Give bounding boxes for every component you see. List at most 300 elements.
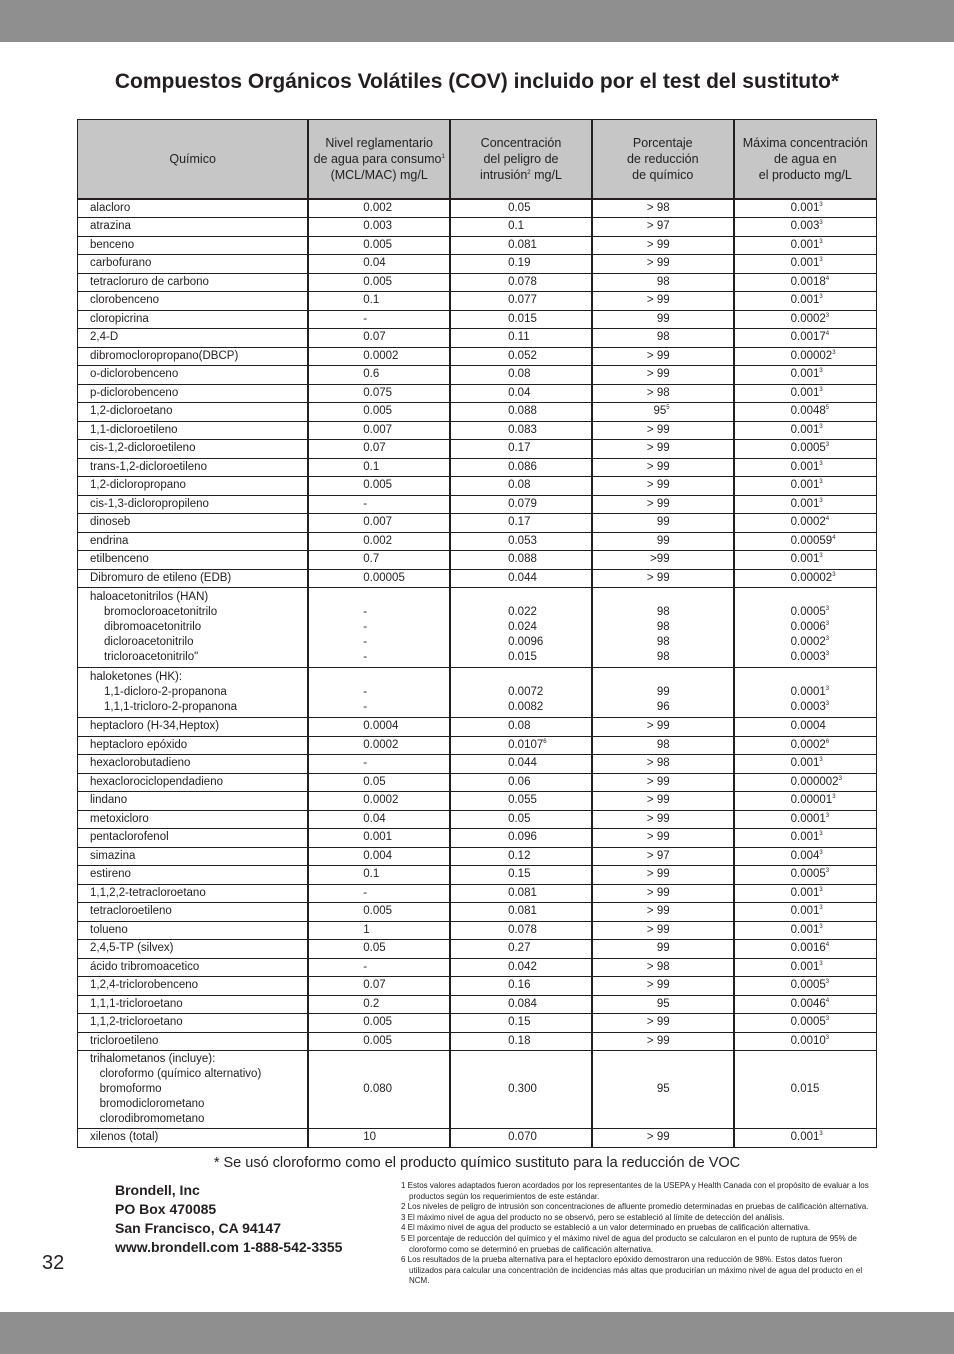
cell-reduction-value: > 99: [646, 497, 670, 510]
cell-concentration: [450, 736, 592, 755]
cell-mcl: [308, 347, 450, 366]
cell-max: [734, 236, 877, 255]
cell-chemical: [78, 903, 309, 922]
cell-reduction-value: > 99: [646, 571, 670, 584]
cell-reduction-value: > 99: [646, 905, 670, 918]
cell-max: [734, 736, 877, 755]
cell-reduction: [592, 384, 734, 403]
top-band: [0, 0, 954, 42]
cell-max: [734, 718, 877, 737]
cell-max-value: 0.0010: [790, 1034, 826, 1047]
cell-concentration: [450, 718, 592, 737]
substitute-note: * Se usó cloroformo como el producto químico sustituto para la reducción de VOC: [213, 1155, 741, 1171]
page-title: Compuestos Orgánicos Volátiles (COV) incluido por el test del sustituto*: [114, 70, 840, 93]
cell-max-line: [791, 700, 876, 715]
cell-max-value: 0.004: [790, 849, 820, 862]
cell-reduction-value: > 97: [646, 220, 670, 233]
cell-reduction: [592, 1051, 734, 1129]
cell-max-value: 0.001: [790, 831, 820, 844]
cell-chemical-value: xilenos (total): [90, 1131, 159, 1144]
cell-chemical: [78, 1014, 309, 1033]
cell-concentration: [450, 199, 592, 218]
cell-reduction-value: 95: [656, 1083, 670, 1095]
cell-max: [734, 384, 877, 403]
cell-mcl: [308, 588, 450, 668]
cell-max-value: 0.001: [790, 386, 820, 399]
cell-reduction-value: > 97: [646, 849, 670, 862]
footnote-ref: 3: [832, 349, 836, 356]
table-row: [78, 236, 877, 255]
cell-chemical-value: o-diclorobenceno: [90, 368, 179, 381]
cell-mcl-line: [363, 685, 449, 700]
table-row: [78, 810, 877, 829]
footnote-ref: 3: [825, 812, 830, 819]
cell-reduction-value: > 99: [646, 1016, 670, 1029]
cell-max-value: 0.003: [790, 220, 820, 233]
group-item: [90, 605, 307, 620]
cell-concentration: [450, 495, 592, 514]
table-row: [78, 255, 877, 274]
header-reduction: Porcentaje de reducción de químico: [592, 120, 734, 200]
footnote-ref: 3: [819, 553, 823, 560]
cell-reduction: [592, 366, 734, 385]
footnote-ref: 3: [825, 701, 830, 707]
cell-max-line: [791, 605, 876, 620]
cell-max: [734, 218, 877, 237]
cell-mcl: [308, 255, 450, 274]
cell-mcl: [308, 384, 450, 403]
cell-reduction-value: 95: [656, 997, 670, 1010]
cell-reduction-value: > 99: [646, 460, 670, 473]
cell-reduction: [592, 773, 734, 792]
cell-max: [734, 958, 877, 977]
cell-concentration: [450, 440, 592, 459]
cell-max-line: [791, 650, 876, 665]
cell-concentration-value: 0.015: [508, 312, 537, 325]
cell-max: [734, 940, 877, 959]
company-name: Brondell, Inc: [115, 1182, 200, 1198]
table-row: [78, 329, 877, 348]
table-row: [78, 847, 877, 866]
cell-concentration-value: 0.06: [508, 775, 531, 788]
cell-chemical-value: alacloro: [90, 202, 131, 214]
cell-mcl: [308, 329, 450, 348]
cell-max-value: 0.00002: [790, 349, 833, 362]
cell-chemical-value: tolueno: [90, 923, 128, 936]
cell-max-value: 0.001: [790, 294, 820, 307]
cell-mcl-value: 0.005: [363, 905, 393, 918]
cell-concentration-value: 0.081: [508, 238, 537, 251]
cell-max-line: [791, 685, 876, 700]
cell-chemical: [78, 1051, 309, 1129]
cell-reduction-value: > 99: [646, 923, 670, 936]
footnote-ref: 3: [819, 849, 823, 856]
cell-mcl: [308, 458, 450, 477]
group-item: [90, 700, 307, 715]
cell-concentration-line: [508, 650, 591, 665]
cell-chemical-value: tricloroetileno: [90, 1034, 159, 1047]
cell-max-value: 0.001: [790, 423, 820, 436]
cell-mcl: [308, 940, 450, 959]
cell-reduction-value: > 99: [646, 257, 670, 270]
table-row: [78, 551, 877, 570]
cell-concentration: [450, 255, 592, 274]
cell-chemical-value: pentaclorofenol: [90, 831, 169, 844]
footnote-ref: 3: [825, 442, 830, 449]
table-row: [78, 440, 877, 459]
cell-mcl-value: -: [363, 497, 368, 510]
group-heading: haloketones (HK):: [90, 671, 183, 683]
table-row: [78, 1014, 877, 1033]
cell-reduction-value: > 99: [646, 294, 670, 307]
cell-max-value: 0.001: [790, 238, 820, 251]
table-row: [78, 884, 877, 903]
cell-chemical-value: tetracloroetileno: [90, 905, 172, 918]
group-item-label: 1,1-dicloro-2-propanona: [104, 686, 227, 698]
cell-chemical-value: p-diclorobenceno: [90, 386, 179, 399]
table-row: [78, 755, 877, 774]
cell-reduction-value: > 99: [646, 979, 670, 992]
cell-chemical: [78, 588, 309, 668]
cell-concentration-value: 0.044: [508, 571, 537, 584]
cell-reduction-value: > 98: [646, 386, 670, 399]
cell-chemical: [78, 292, 309, 311]
cell-reduction-value: 98: [656, 738, 670, 751]
cell-concentration: [450, 1014, 592, 1033]
cell-reduction-value: > 98: [646, 202, 670, 214]
cell-chemical: [78, 403, 309, 422]
cell-mcl-value: 0.007: [363, 423, 393, 436]
cell-reduction-value: > 99: [646, 423, 670, 436]
cell-max-value: 0.0001: [790, 812, 826, 825]
cell-concentration-line: [508, 635, 591, 650]
cell-concentration: [450, 810, 592, 829]
cell-mcl: [308, 792, 450, 811]
header-chemical: Químico: [78, 120, 309, 200]
cell-mcl-value: 0.04: [363, 812, 386, 825]
group-item-label: dicloroacetonitrilo: [104, 636, 194, 648]
cell-chemical-value: estireno: [90, 868, 131, 881]
cell-chemical-value: metoxicloro: [90, 812, 149, 825]
cell-max-value: 0.001: [790, 553, 820, 566]
cell-reduction: [592, 218, 734, 237]
cell-max-value: 0.0018: [790, 275, 826, 288]
cell-concentration-value: 0.077: [508, 294, 537, 307]
cell-chemical-value: hexaclorociclopendadieno: [90, 775, 223, 788]
cell-max-value: 0.0002: [790, 738, 826, 751]
cell-reduction-value: > 99: [646, 349, 670, 362]
cell-concentration-value: 0.0107: [508, 738, 544, 751]
table-row: [78, 773, 877, 792]
cell-max-value: 0.0002: [790, 312, 826, 325]
cell-reduction-value: 98: [656, 636, 670, 648]
cell-reduction-value: 99: [656, 516, 670, 529]
cell-reduction: [592, 940, 734, 959]
cell-mcl: [308, 718, 450, 737]
cell-mcl: [308, 736, 450, 755]
cell-reduction-value: > 99: [646, 1131, 670, 1144]
cell-chemical-value: 1,2-dicloropropano: [90, 479, 186, 492]
table-row: [78, 903, 877, 922]
cell-mcl: [308, 668, 450, 718]
footnote-ref: 3: [819, 831, 823, 838]
cell-max: [734, 668, 877, 718]
cell-chemical: [78, 384, 309, 403]
cell-mcl: [308, 532, 450, 551]
cell-mcl-value: 10: [363, 1131, 377, 1144]
cell-concentration-value: 0.08: [508, 368, 531, 381]
table-row: [78, 1032, 877, 1051]
cell-chemical: [78, 569, 309, 588]
cell-chemical-value: 1,1-dicloroetileno: [90, 423, 178, 436]
cell-reduction-line: [593, 685, 670, 700]
footnote-ref: 5: [825, 405, 830, 412]
cell-concentration: [450, 569, 592, 588]
cell-max: [734, 903, 877, 922]
cell-chemical: [78, 421, 309, 440]
cell-concentration-value: 0.08: [508, 479, 531, 492]
cell-mcl-value: 0.0002: [363, 794, 399, 807]
cell-mcl: [308, 903, 450, 922]
cell-max: [734, 495, 877, 514]
cell-concentration-value: 0.015: [508, 651, 537, 663]
cell-max-value: 0.0005: [790, 442, 826, 455]
cell-concentration: [450, 829, 592, 848]
cell-mcl-value: 0.2: [363, 997, 380, 1010]
cell-reduction-value: > 99: [646, 368, 670, 381]
cell-reduction-value: > 99: [646, 775, 670, 788]
cell-chemical-value: 1,1,1-tricloroetano: [90, 997, 183, 1010]
cell-reduction-value: 98: [656, 331, 670, 344]
cell-mcl: [308, 921, 450, 940]
cell-chemical-value: heptacloro epóxido: [90, 738, 188, 751]
cell-concentration-value: 0.084: [508, 997, 537, 1010]
cell-chemical: [78, 273, 309, 292]
footnote-ref: 3: [825, 1034, 830, 1041]
cell-reduction: [592, 421, 734, 440]
cell-mcl-value: -: [363, 651, 368, 663]
cell-concentration-value: 0.12: [508, 849, 531, 862]
table-row: [78, 940, 877, 959]
cell-max: [734, 514, 877, 533]
cell-chemical-value: atrazina: [90, 220, 131, 233]
cell-reduction-value: > 98: [646, 960, 670, 973]
cell-chemical: [78, 477, 309, 496]
cell-reduction-value: > 99: [646, 831, 670, 844]
blank-line: [508, 670, 591, 685]
cell-concentration-value: 0.27: [508, 942, 531, 955]
footnote-ref: 3: [825, 636, 830, 642]
cell-reduction-value: 96: [656, 701, 670, 713]
cell-max-value: 0.001: [790, 479, 820, 492]
cell-concentration-value: 0.081: [508, 905, 537, 918]
footnote-ref: 3: [825, 606, 830, 612]
cell-reduction-value: > 99: [646, 442, 670, 455]
footnote-ref: 3: [819, 202, 823, 208]
table-row: [78, 977, 877, 996]
cell-mcl: [308, 551, 450, 570]
cell-reduction: [592, 921, 734, 940]
cell-concentration-value: 0.0096: [508, 636, 544, 648]
cell-max-line: [791, 620, 876, 635]
cell-mcl-value: 0.005: [363, 479, 393, 492]
cell-reduction: [592, 903, 734, 922]
cell-concentration: [450, 458, 592, 477]
footnote-ref: 4: [832, 534, 836, 541]
cell-max: [734, 1032, 877, 1051]
table-row: [78, 477, 877, 496]
cell-chemical-value: 2,4-D: [90, 331, 119, 344]
cell-reduction-value: 98: [656, 606, 670, 618]
footnote-ref: 3: [825, 1016, 830, 1023]
group-item: [90, 685, 307, 700]
page-number: 32: [42, 1252, 65, 1274]
cell-reduction-value: > 99: [646, 1034, 670, 1047]
cell-concentration-value: 0.05: [508, 202, 531, 214]
footnote-ref: 4: [825, 275, 830, 282]
cell-reduction: [592, 199, 734, 218]
cell-max: [734, 1129, 877, 1148]
cell-concentration-value: 0.078: [508, 275, 537, 288]
cell-concentration: [450, 273, 592, 292]
cell-mcl: [308, 273, 450, 292]
cell-concentration: [450, 668, 592, 718]
cell-chemical-value: ácido tribromoacetico: [90, 960, 200, 973]
cell-reduction: [592, 866, 734, 885]
cell-mcl-value: 0.04: [363, 257, 386, 270]
cell-concentration-value: 0.0082: [508, 701, 544, 713]
cell-mcl: [308, 829, 450, 848]
cell-concentration: [450, 903, 592, 922]
table-row: [78, 829, 877, 848]
blank-line: [363, 670, 449, 685]
cell-reduction: [592, 1129, 734, 1148]
cell-mcl: [308, 977, 450, 996]
cell-mcl: [308, 218, 450, 237]
table-row: [78, 995, 877, 1014]
cell-concentration-value: 0.079: [508, 497, 537, 510]
cell-chemical: [78, 847, 309, 866]
cell-chemical-value: simazina: [90, 849, 136, 862]
cell-mcl-value: -: [363, 686, 368, 698]
group-heading: haloacetonitrilos (HAN): [90, 591, 209, 603]
cell-max: [734, 403, 877, 422]
cell-mcl-value: 0.0004: [363, 720, 399, 733]
cell-concentration: [450, 514, 592, 533]
cell-concentration: [450, 1051, 592, 1129]
cell-chemical: [78, 440, 309, 459]
cell-chemical-value: cloropicrina: [90, 312, 149, 325]
cell-concentration-value: 0.024: [508, 621, 537, 633]
cell-mcl-value: 0.005: [363, 238, 393, 251]
table-row: [78, 421, 877, 440]
cell-concentration: [450, 884, 592, 903]
cell-mcl-value: 0.1: [363, 868, 380, 881]
cell-concentration-value: 0.1: [508, 220, 525, 233]
group-item: [90, 620, 307, 635]
cell-mcl-value: 0.002: [363, 202, 393, 214]
cell-concentration-value: 0.053: [508, 534, 537, 547]
footnote-ref: 3: [819, 257, 823, 264]
table-header: [78, 120, 877, 200]
cell-mcl-value: 0.7: [363, 553, 380, 566]
cell-reduction-value: > 99: [646, 868, 670, 881]
cell-max: [734, 458, 877, 477]
cell-concentration-value: 0.055: [508, 794, 537, 807]
cell-max-value: 0.015: [790, 1083, 820, 1095]
footnote-ref: 3: [825, 312, 830, 319]
cell-reduction: [592, 236, 734, 255]
footnote-ref: 3: [819, 886, 823, 893]
footnote-ref: 6: [825, 738, 830, 745]
cell-concentration: [450, 366, 592, 385]
cell-chemical: [78, 458, 309, 477]
footnote-ref: 3: [819, 497, 823, 504]
table-row: [78, 384, 877, 403]
cell-chemical: [78, 514, 309, 533]
cell-reduction: [592, 514, 734, 533]
cell-mcl: [308, 421, 450, 440]
cell-mcl-value: 0.1: [363, 460, 380, 473]
table-row: [78, 218, 877, 237]
cell-concentration: [450, 310, 592, 329]
footnote-ref: 3: [819, 479, 823, 486]
cell-max: [734, 921, 877, 940]
footnote-ref: 3: [825, 686, 830, 692]
table-row: [78, 866, 877, 885]
cell-max: [734, 421, 877, 440]
cell-chemical-value: heptacloro (H-34,Heptox): [90, 720, 220, 733]
cell-max: [734, 1014, 877, 1033]
footnote-ref: 3: [819, 905, 823, 912]
blank-line: [363, 590, 449, 605]
cell-reduction: [592, 668, 734, 718]
footnote-ref: 3: [819, 294, 823, 301]
footnote-ref: 3: [819, 423, 823, 430]
cell-reduction: [592, 847, 734, 866]
cell-reduction: [592, 329, 734, 348]
cell-concentration: [450, 532, 592, 551]
footnote-ref: 3: [825, 979, 830, 986]
cell-max-value: 0.0004: [790, 720, 826, 733]
cell-max-value: 0.0005: [790, 1016, 826, 1029]
cell-max: [734, 199, 877, 218]
cell-mcl: [308, 755, 450, 774]
cell-max: [734, 551, 877, 570]
city-line: San Francisco, CA 94147: [115, 1220, 282, 1236]
cell-mcl: [308, 236, 450, 255]
cell-reduction: [592, 977, 734, 996]
cell-chemical: [78, 366, 309, 385]
cell-mcl-value: 0.075: [363, 386, 393, 399]
cell-max: [734, 755, 877, 774]
cell-reduction: [592, 829, 734, 848]
cell-max-value: 0.0003: [790, 651, 826, 663]
cell-chemical: [78, 884, 309, 903]
cell-max: [734, 829, 877, 848]
cell-reduction-line: [593, 700, 670, 715]
cell-concentration-value: 0.083: [508, 423, 537, 436]
table-row: [78, 958, 877, 977]
cell-mcl-value: -: [363, 886, 368, 899]
cell-mcl-value: 0.0002: [363, 738, 399, 751]
cell-concentration: [450, 977, 592, 996]
cell-chemical-value: 1,2,4-triclorobenceno: [90, 979, 199, 992]
cell-mcl: [308, 995, 450, 1014]
cell-concentration: [450, 477, 592, 496]
cell-chemical-value: carbofurano: [90, 257, 152, 270]
cell-mcl: [308, 514, 450, 533]
